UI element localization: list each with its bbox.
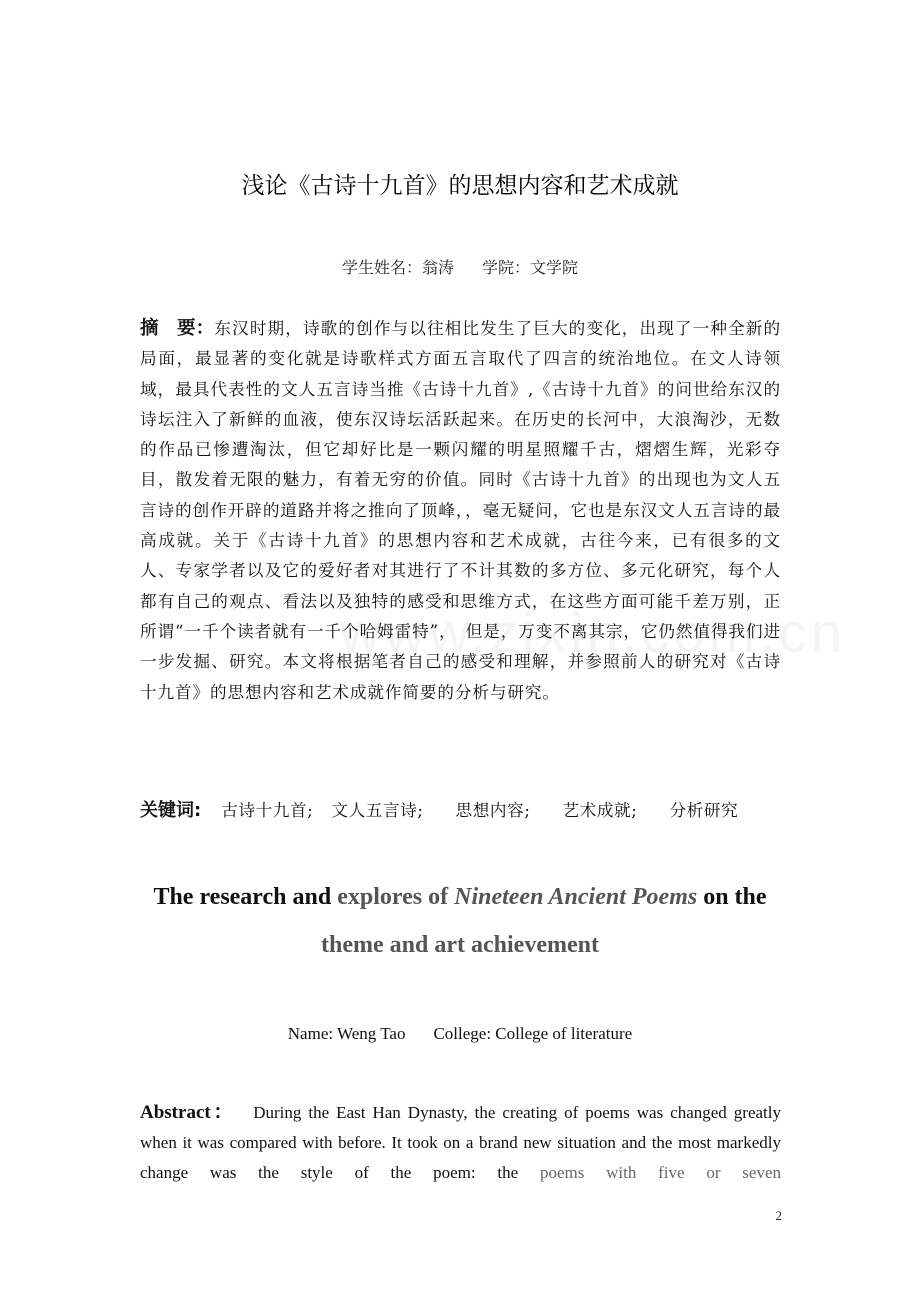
keyword-item: 分析研究: [669, 801, 739, 820]
english-title-segment: theme and: [321, 932, 435, 958]
college-name: 学院：文学院: [482, 258, 579, 277]
english-college: College: College of literature: [433, 1024, 633, 1043]
keyword-item: 文人五言诗;: [331, 801, 424, 820]
chinese-keywords: [140, 796, 800, 826]
chinese-abstract-body: 东汉时期，诗歌的创作与以往相比发生了巨大的变化，出现了一种全新的局面，最显著的变化就是诗歌样式方面五言取代了四言的统治地位。在文人诗领域，最具代表性的文人五言诗当推《古诗十九首》,《古诗十九首》的问世给东汉的诗坛注入了新鲜的血液，使东汉诗坛活跃起来。在历史的长河中，大浪淘沙，无数的作品已惨遭淘汰，但它却好比是一颗闪耀的明星照耀千古，熠熠生辉，光彩夺目，散发着无限的魅力，有着无穷的价值。同时《古诗十九首》的出现也为文人五言诗的创作开辟的道路并将之推向了顶峰，，毫无疑问，它也是东汉文人五言诗的最高成就。关于《古诗十九首》的思想内容和艺术成就，古往今来，已有很多的文人、专家学者以及它的爱好者对其进行了不计其数的多方位、多元化研究，每个人都有自己的观点、看法以及独特的感受和思维方式，在这些方面可能千差万别，正所谓“一千个读者就有一千个哈姆雷特”， 但是，万变不离其宗，它仍然值得我们进一步发掘、研究。本文将根据笔者自己的感受和理解，并参照前人的研究对《古诗十九首》的思想内容和艺术成就作简要的分析与研究。: [140, 319, 781, 702]
english-abstract-body-faded: poems with five or seven: [539, 1163, 782, 1182]
keyword-item: 思想内容;: [455, 801, 531, 820]
english-author-line: [140, 1020, 780, 1048]
english-abstract-body: During the East Han Dynasty, the creating of poems was changed greatly when it was compared with before. It took on a brand new situation and the most markedly change was the style of the poem: the: [140, 1103, 781, 1182]
keywords-label: 关键词:: [140, 800, 202, 821]
chinese-abstract-label: 摘 要：: [140, 318, 215, 339]
english-abstract: [140, 1098, 781, 1188]
student-name: 学生姓名：翁涛: [341, 258, 454, 277]
chinese-title: 浅论《古诗十九首》的思想内容和艺术成就: [241, 173, 679, 199]
english-title-segment: on the: [697, 884, 767, 910]
page-number: 2: [775, 1208, 782, 1223]
english-title-segment: The research and: [153, 884, 338, 910]
english-title-work-name: Nineteen Ancient Poems: [454, 884, 698, 910]
chinese-author-line: [140, 254, 780, 282]
keyword-item: 古诗十九首;: [221, 801, 314, 820]
keyword-item: 艺术成就;: [562, 801, 638, 820]
english-title: [100, 873, 820, 969]
english-title-segment: explores of: [337, 884, 455, 910]
english-abstract-label: Abstract：: [140, 1102, 236, 1123]
english-name: Name: Weng Tao: [287, 1024, 406, 1043]
english-title-segment: art achievement: [434, 932, 599, 958]
chinese-abstract: [140, 314, 781, 708]
